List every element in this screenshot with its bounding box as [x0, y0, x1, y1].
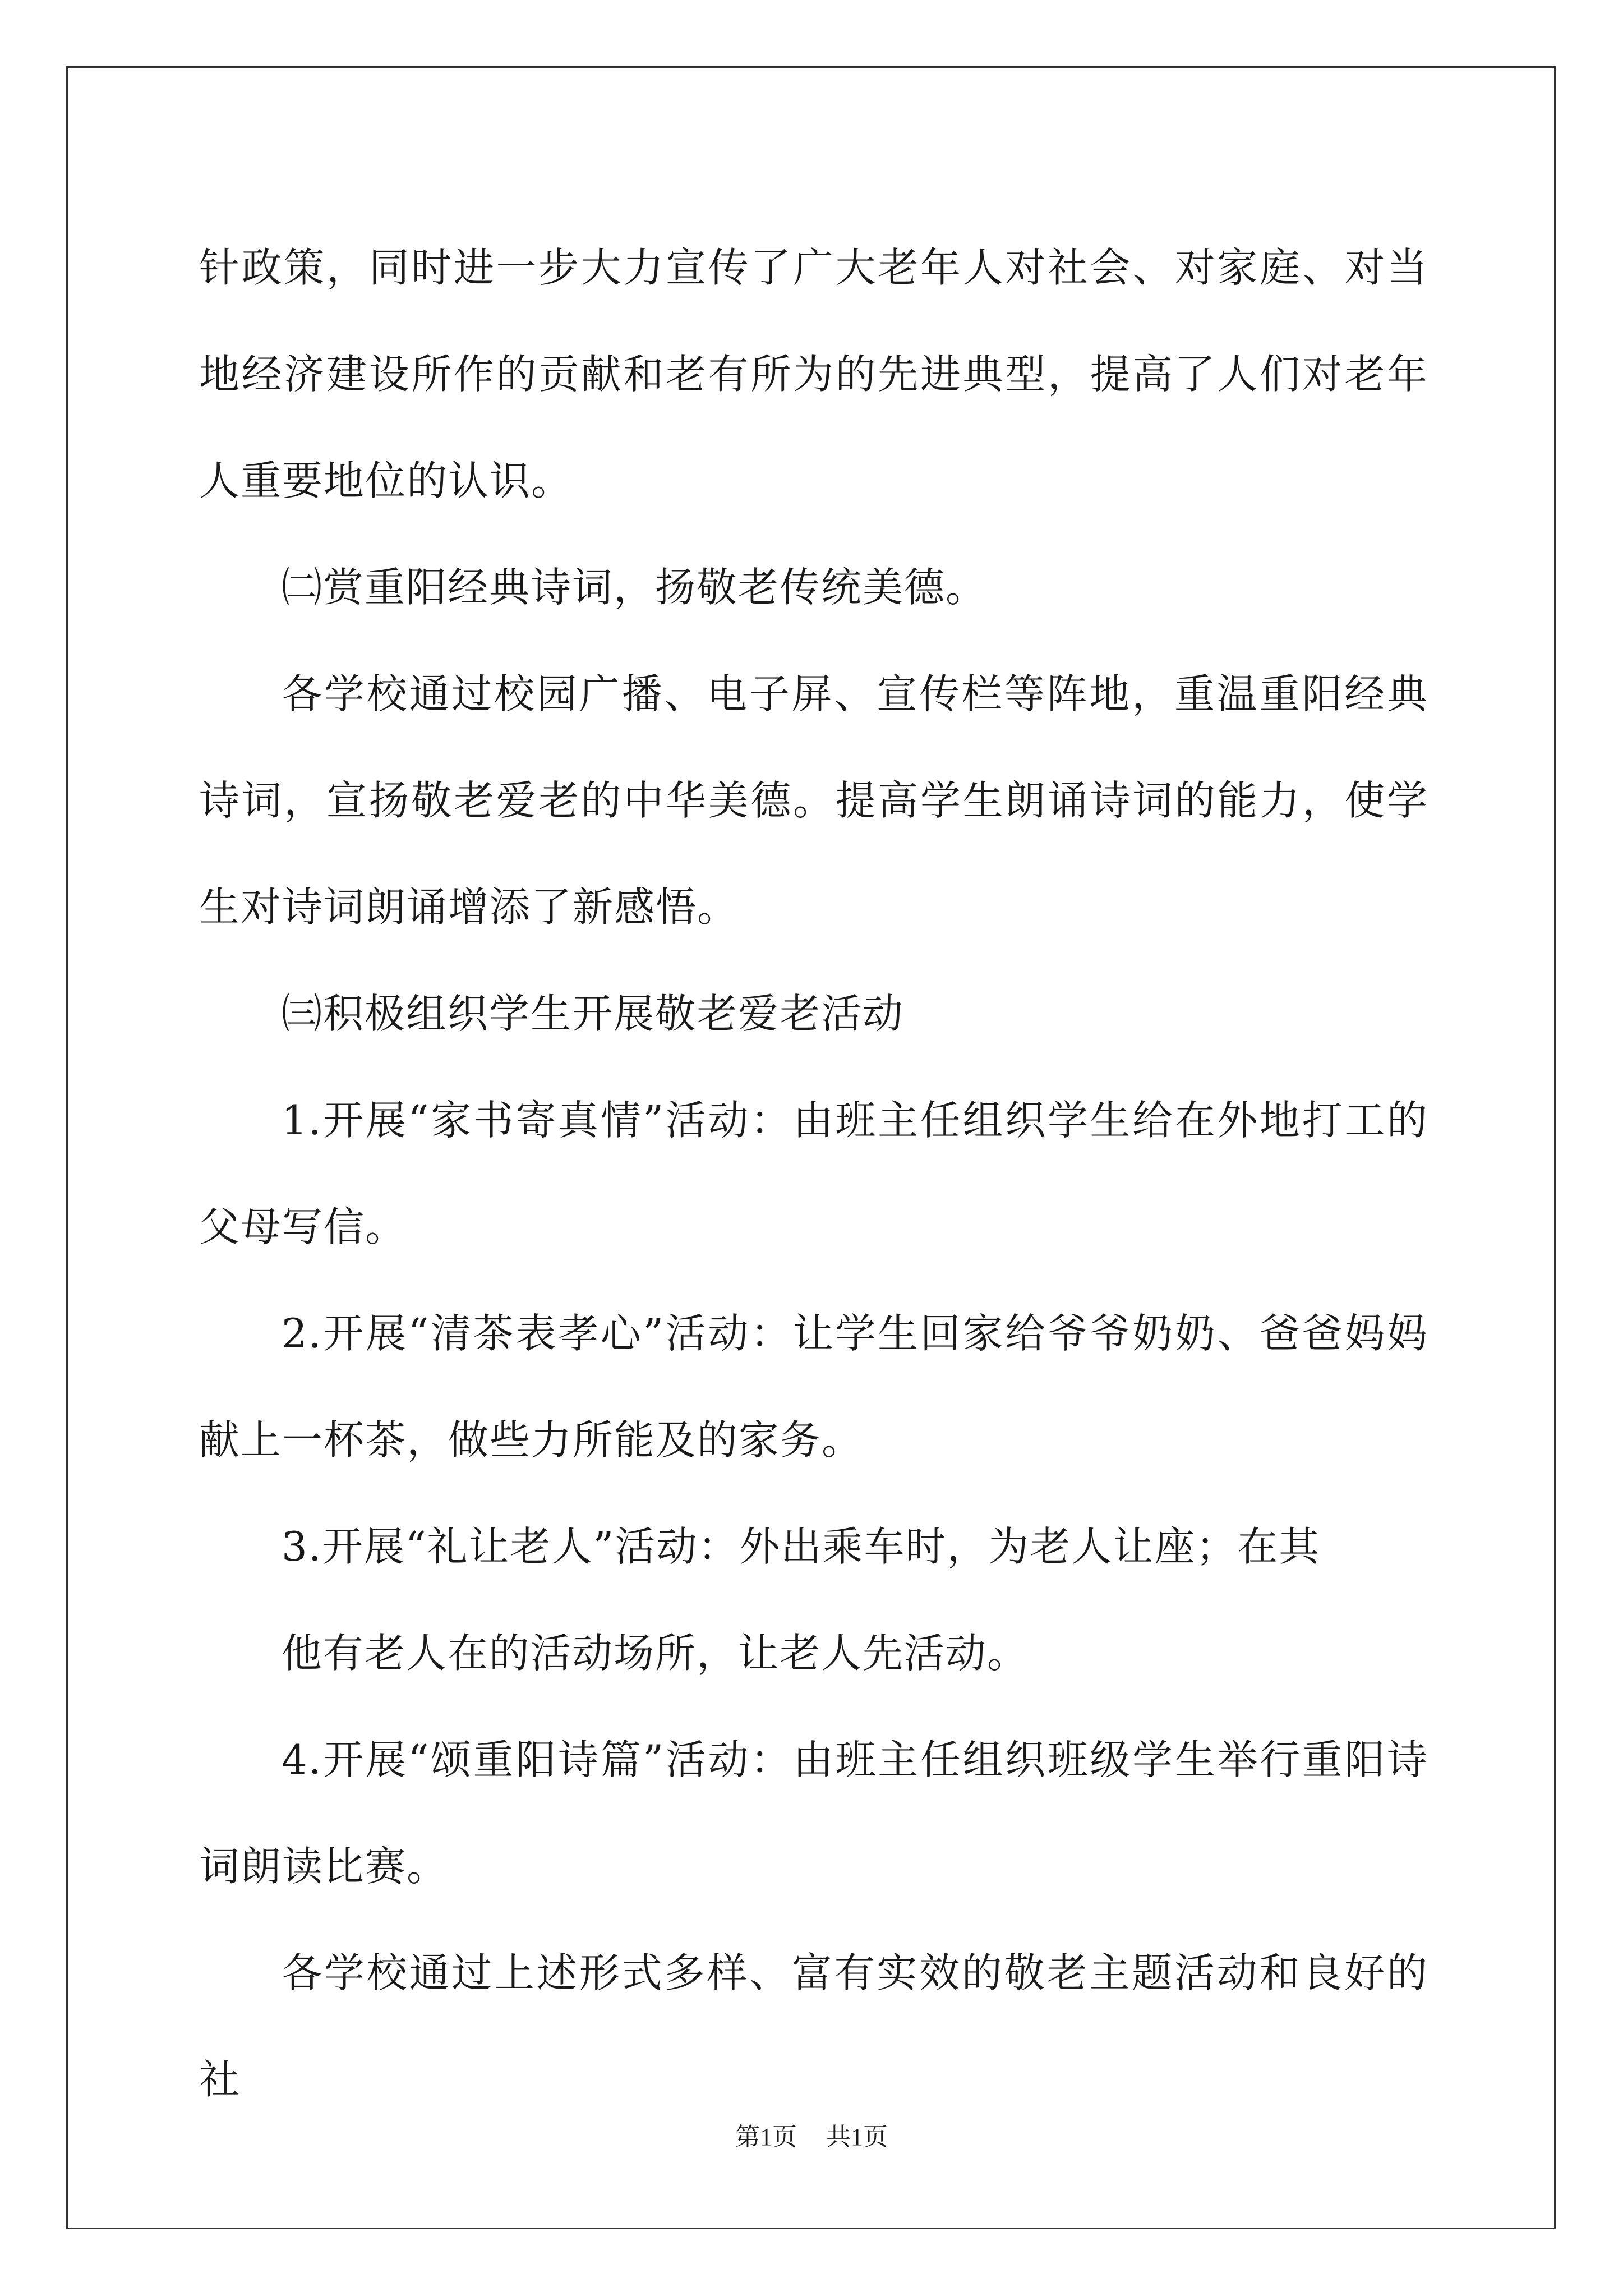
paragraph-3: 各学校通过校园广播、电子屏、宣传栏等阵地，重温重阳经典诗词，宣扬敬老爱老的中华美德。提高学生朗诵诗词的能力，使学生对诗词朗诵增添了新感悟。 [199, 670, 1428, 931]
page-number: 第1页 [735, 2123, 797, 2151]
list-item-4: 4.开展“颂重阳诗篇”活动：由班主任组织班级学生举行重阳诗词朗读比赛。 [199, 1736, 1428, 1890]
page-total: 共1页 [826, 2123, 888, 2151]
list-item-3: 3.开展“礼让老人”活动：外出乘车时，为老人让座；在其 [282, 1523, 1321, 1570]
list-item-1: 1.开展“家书寄真情”活动：由班主任组织学生给在外地打工的父母写信。 [199, 1097, 1428, 1250]
section-heading-2: ㈡赏重阳经典诗词，扬敬老传统美德。 [282, 564, 988, 611]
list-item-2: 2.开展“清茶表孝心”活动：让学生回家给爷爷奶奶、爸爸妈妈献上一杯茶，做些力所能及的家务。 [199, 1310, 1428, 1464]
paragraph-closing: 各学校通过上述形式多样、富有实效的敬老主题活动和良好的社 [199, 1949, 1428, 2103]
list-item-3-continued: 他有老人在的活动场所，让老人先活动。 [282, 1630, 1029, 1677]
paragraph-1: 针政策，同时进一步大力宣传了广大老年人对社会、对家庭、对当地经济建设所作的贡献和老有所为的先进典型，提高了人们对老年人重要地位的认识。 [199, 244, 1428, 504]
section-heading-3: ㈢积极组织学生开展敬老爱老活动 [282, 990, 905, 1037]
document-body [199, 214, 1428, 2133]
page-footer [0, 2120, 1623, 2154]
